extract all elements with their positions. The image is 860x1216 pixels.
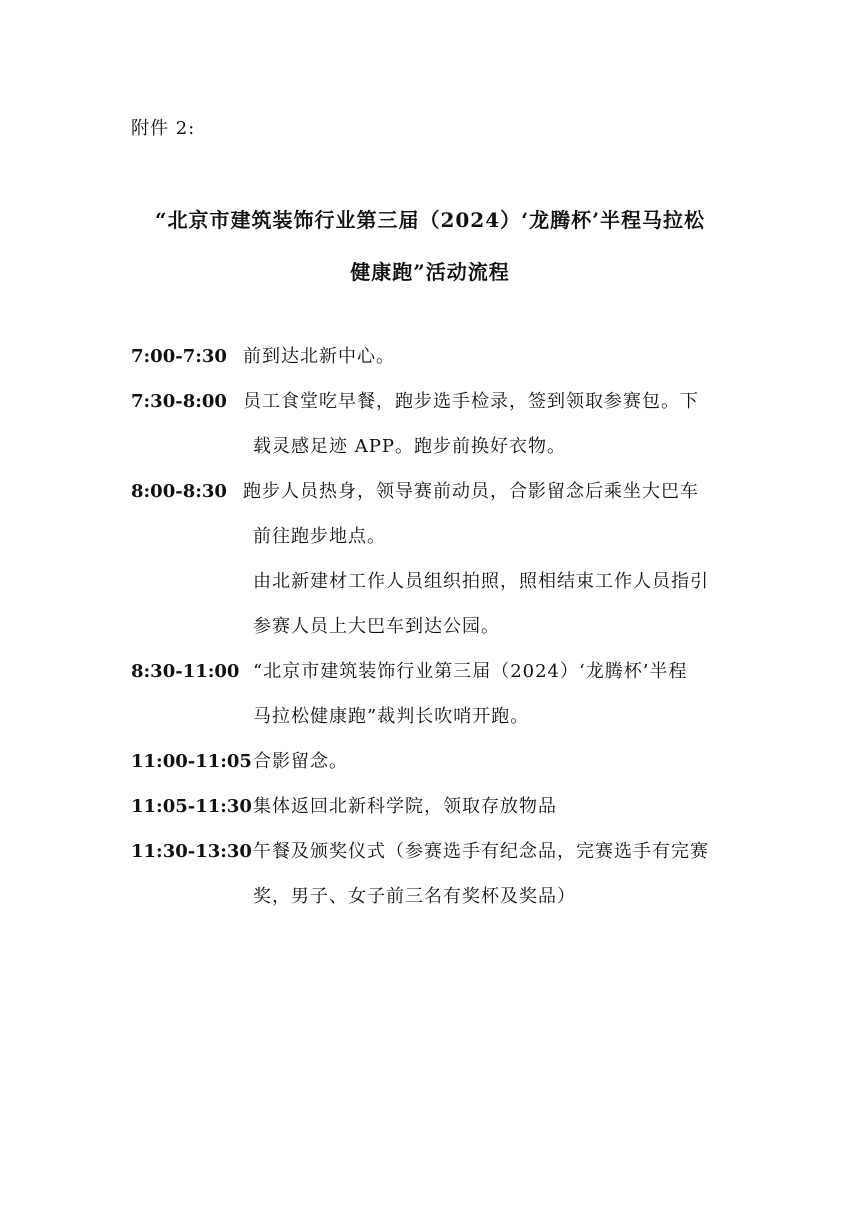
schedule-row [131,837,709,863]
schedule-time: 7:30-8:00 [131,391,227,412]
schedule-time: 7:00-7:30 [131,346,227,367]
schedule-time: 8:00-8:30 [131,481,227,502]
schedule-description: 集体返回北新科学院，领取存放物品 [253,796,557,817]
schedule-row [131,657,687,683]
schedule-description-continuation: 前往跑步地点。 [253,526,386,547]
schedule-description-continuation: 载灵感足迹 APP。跑步前换好衣物。 [253,436,566,457]
schedule-description-continuation: 奖，男子、女子前三名有奖杯及奖品） [253,886,576,907]
schedule-description: 合影留念。 [253,751,348,772]
schedule-description: 午餐及颁奖仪式（参赛选手有纪念品，完赛选手有完赛 [253,841,709,862]
schedule-description-continuation: 由北新建材工作人员组织拍照，照相结束工作人员指引 [253,571,709,592]
schedule-description-continuation: 马拉松健康跑”裁判长吹哨开跑。 [253,706,530,727]
schedule-row [131,747,348,773]
schedule-row [131,342,395,368]
schedule-description-continuation: 参赛人员上大巴车到达公园。 [253,616,500,637]
schedule-description: “北京市建筑装饰行业第三届（2024）‘龙腾杯’半程 [253,661,688,682]
schedule-row [131,792,557,818]
document-title-line-2: 健康跑”活动流程 [350,260,510,284]
schedule-time: 11:05-11:30 [131,796,252,817]
schedule-description: 员工食堂吃早餐，跑步选手检录，签到领取参赛包。下 [243,391,699,412]
schedule-row [131,387,699,413]
schedule-time: 11:30-13:30 [131,841,252,862]
schedule-time: 8:30-11:00 [131,661,240,682]
document-title-line-1: “北京市建筑装饰行业第三届（2024）‘龙腾杯’半程马拉松 [154,208,706,232]
schedule-description: 跑步人员热身，领导赛前动员，合影留念后乘坐大巴车 [243,481,699,502]
schedule-description: 前到达北新中心。 [243,346,395,367]
schedule-time: 11:00-11:05 [131,751,252,772]
schedule-row [131,477,699,503]
attachment-label: 附件 2: [131,118,196,139]
